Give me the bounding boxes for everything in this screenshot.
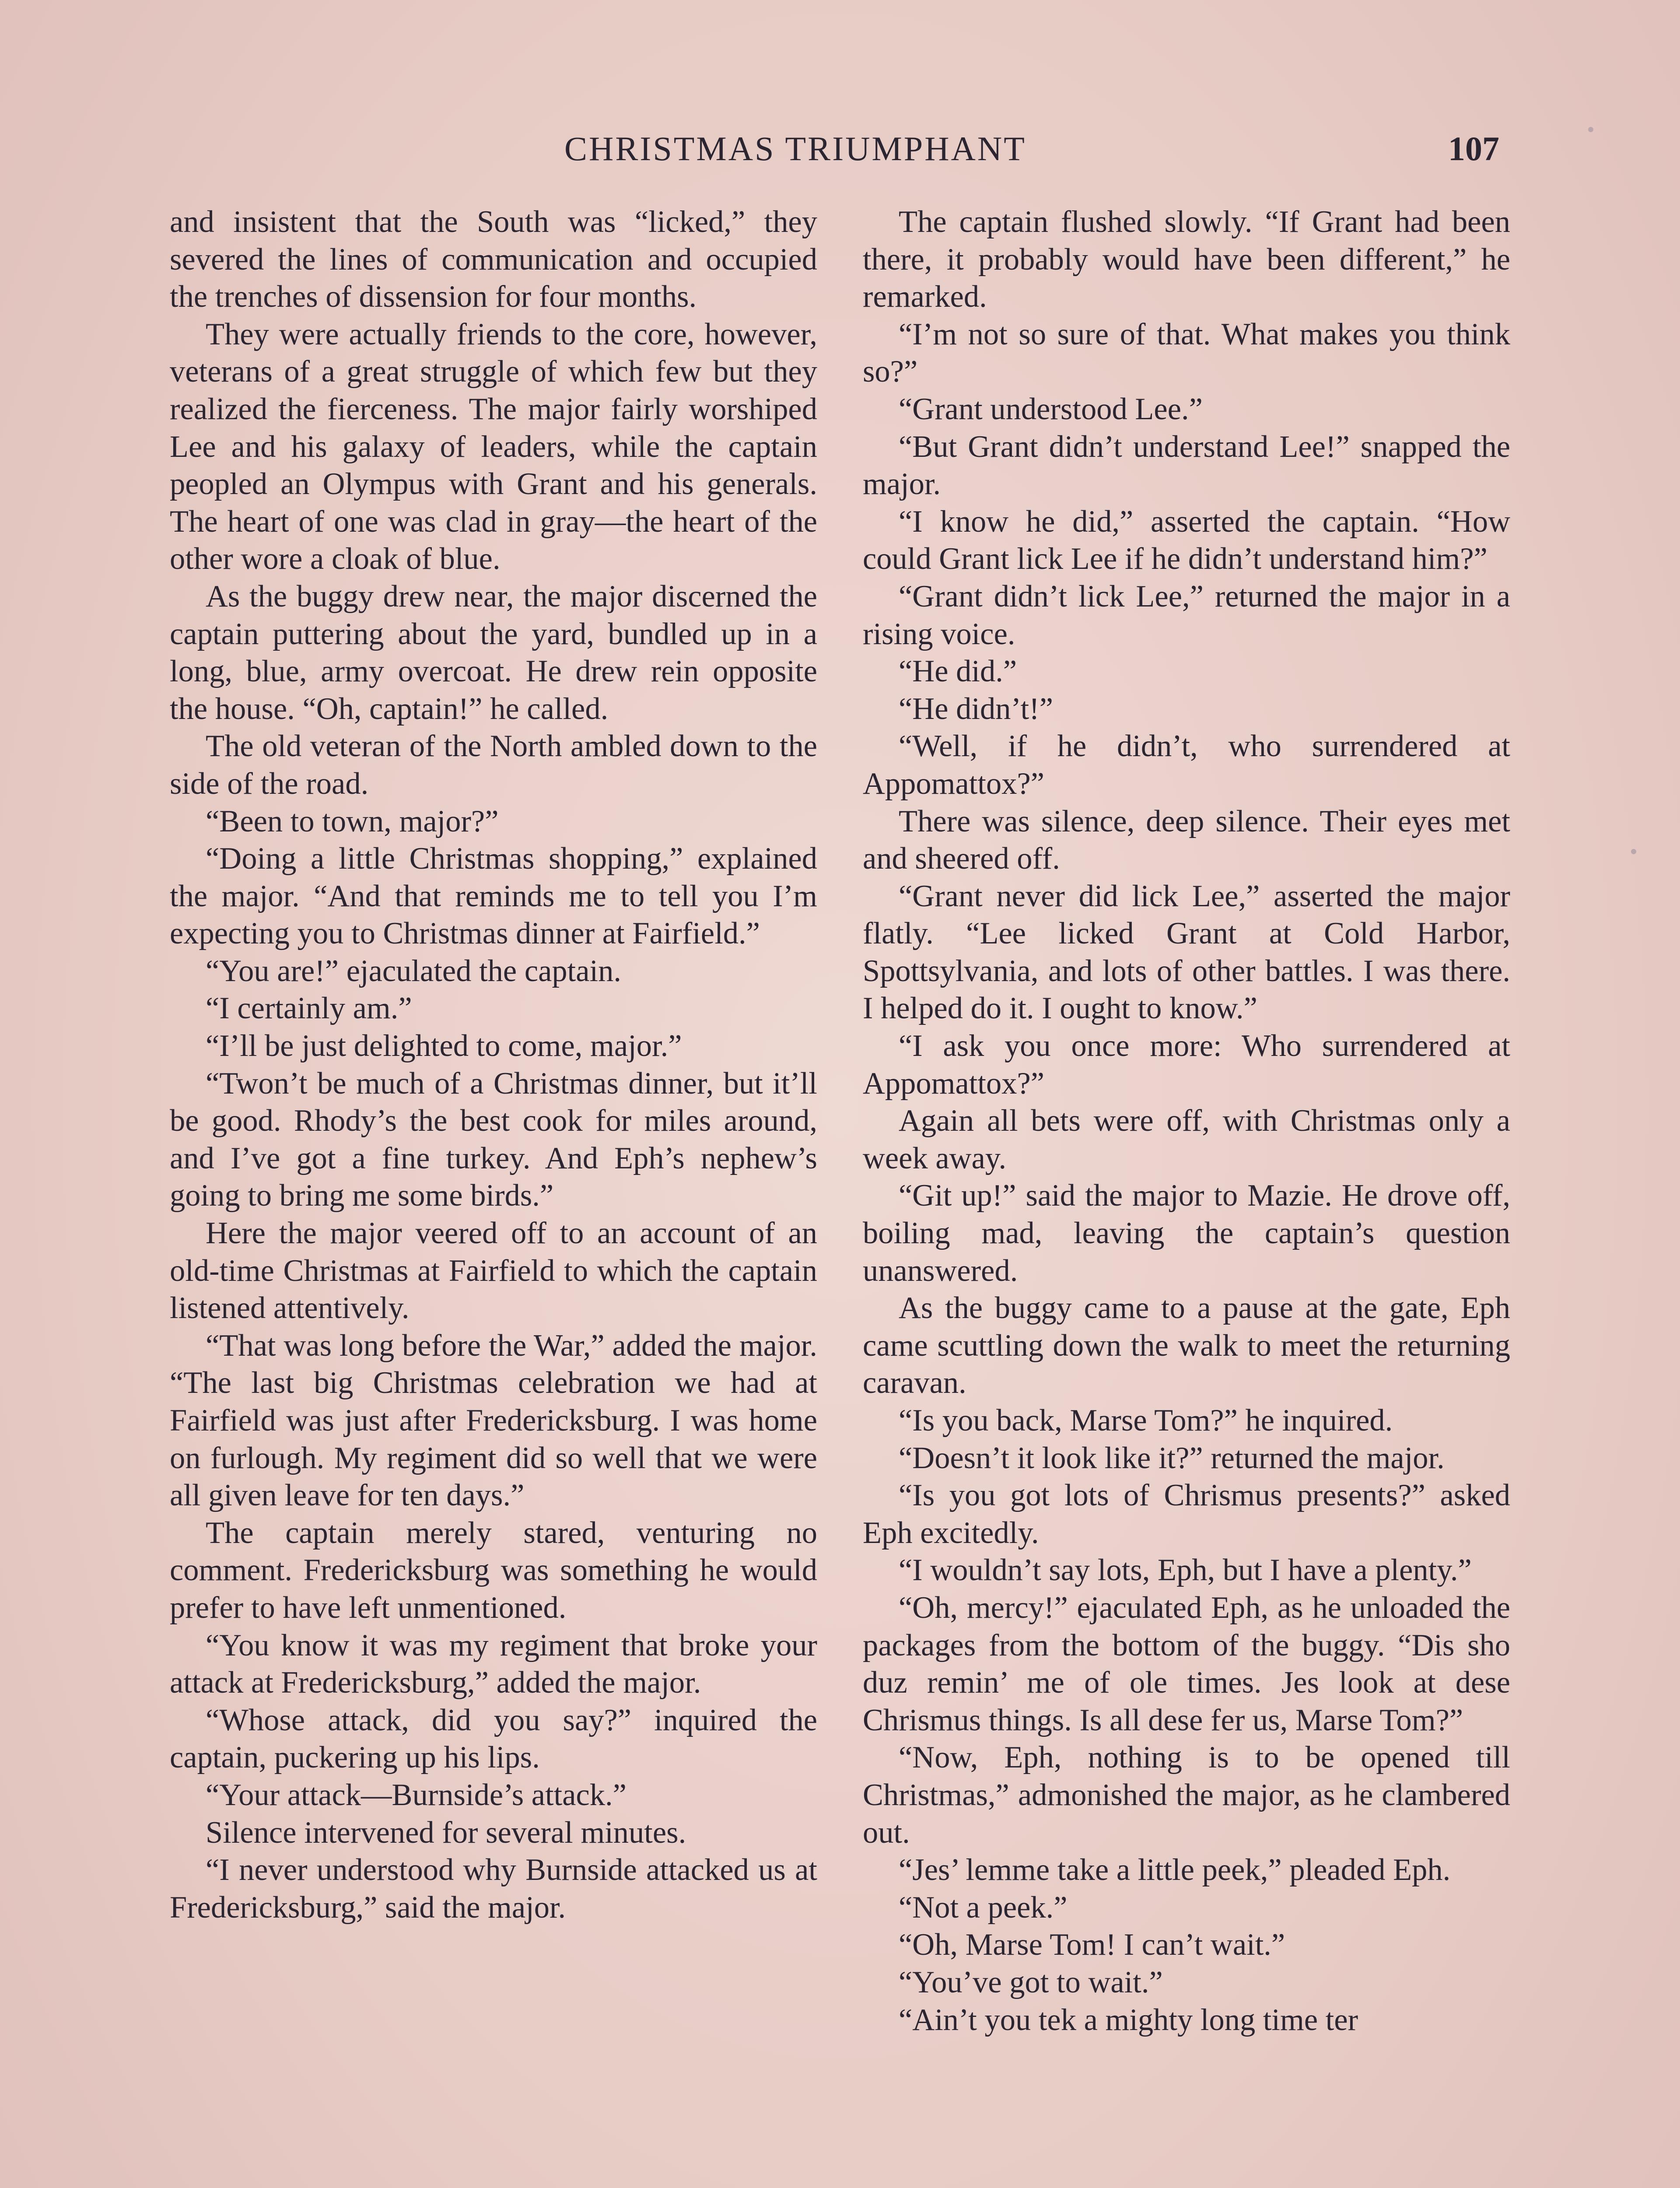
paragraph: “That was long before the War,” added the major. “The last big Christmas celebration we had at Fairfield was just after Fredericksburg. I was home on furlough. My regiment did so well that we were all given leave for ten days.” xyxy=(170,1328,817,1513)
paragraph: “Whose attack, did you say?” inquired the captain, puckering up his lips. xyxy=(170,1703,817,1775)
paragraph: “You’ve got to wait.” xyxy=(899,1965,1163,1999)
paragraph: The captain flushed slowly. “If Grant had been there, it probably would have been different,” he remarked. xyxy=(863,205,1510,314)
paragraph: “You know it was my regiment that broke your attack at Fredericksburg,” added the major. xyxy=(170,1628,817,1700)
paragraph: “He did.” xyxy=(899,654,1017,689)
paragraph: “I never understood why Burnside attacked us at Fredericksburg,” said the major. xyxy=(170,1853,817,1925)
paragraph: “He didn’t!” xyxy=(899,691,1054,726)
paragraph: “Jes’ lemme take a little peek,” pleaded Eph. xyxy=(899,1853,1451,1887)
page-number: 107 xyxy=(1448,130,1499,168)
paragraph: As the buggy drew near, the major discerned the captain puttering about the yard, bundled up in a long, blue, army overcoat. He drew rein opposite the house. “Oh, captain!” he called. xyxy=(170,579,817,726)
paragraph: “Oh, mercy!” ejaculated Eph, as he unloaded the packages from the bottom of the buggy. “Dis sho duz remin’ me of ole times. Jes look at dese Chrismus things. Is all dese fer us, Marse Tom?” xyxy=(863,1590,1510,1737)
paragraph: The captain merely stared, venturing no comment. Fredericksburg was something he would prefer to have left unmentioned. xyxy=(170,1515,817,1625)
paragraph: “Grant didn’t lick Lee,” returned the major in a rising voice. xyxy=(863,579,1510,651)
paragraph: “Your attack—Burnside’s attack.” xyxy=(206,1778,626,1812)
paragraph: “Not a peek.” xyxy=(899,1890,1068,1925)
paragraph: They were actually friends to the core, however, veterans of a great struggle of which few but they realized the fierceness. The major fairly worshiped Lee and his galaxy of leaders, while the captain peopled an Olympus with Grant and his generals. The heart of one was clad in gray—the heart of the other wore a cloak of blue. xyxy=(170,317,817,576)
paragraph: “I know he did,” asserted the captain. “How could Grant lick Lee if he didn’t understand him?” xyxy=(863,504,1510,576)
paragraph: “Well, if he didn’t, who surrendered at Appomattox?” xyxy=(863,729,1510,801)
paragraph: “Grant understood Lee.” xyxy=(899,392,1203,426)
paragraph: “I wouldn’t say lots, Eph, but I have a plenty.” xyxy=(899,1553,1472,1588)
paragraph: and insistent that the South was “licked,” they severed the lines of communication and occupied the trenches of dissension for four months. xyxy=(170,205,817,314)
paragraph: Here the major veered off to an account of an old-time Christmas at Fairfield to which the captain listened attentively. xyxy=(170,1216,817,1325)
paragraph: “Been to town, major?” xyxy=(206,804,499,838)
paragraph: “Twon’t be much of a Christmas dinner, but it’ll be good. Rhody’s the best cook for miles around, and I’ve got a fine turkey. And Eph’s nephew’s going to bring me some birds.” xyxy=(170,1066,817,1213)
paragraph: “Is you back, Marse Tom?” he inquired. xyxy=(899,1403,1393,1438)
paragraph: “Git up!” said the major to Mazie. He drove off, boiling mad, leaving the captain’s question unanswered. xyxy=(863,1178,1510,1288)
paragraph: “I ask you once more: Who surrendered at Appomattox?” xyxy=(863,1029,1510,1101)
paragraph: “Oh, Marse Tom! I can’t wait.” xyxy=(899,1928,1285,1962)
paragraph: Again all bets were off, with Christmas only a week away. xyxy=(863,1104,1510,1175)
paragraph: There was silence, deep silence. Their eyes met and sheered off. xyxy=(863,804,1510,876)
paragraph: “Now, Eph, nothing is to be opened till Christmas,” admonished the major, as he clambered out. xyxy=(863,1740,1510,1850)
paragraph: “I’m not so sure of that. What makes you think so?” xyxy=(863,317,1510,389)
right-column xyxy=(863,203,1510,2039)
paragraph: “Grant never did lick Lee,” asserted the major flatly. “Lee licked Grant at Cold Harbor, Spottsylvania, and lots of other battles. I was there. I helped do it. I ought to know.” xyxy=(863,879,1510,1026)
paragraph: “I’ll be just delighted to come, major.” xyxy=(206,1029,682,1063)
paragraph: Silence intervened for several minutes. xyxy=(206,1815,686,1850)
paragraph: “Ain’t you tek a mighty long time ter xyxy=(899,2002,1358,2037)
left-column xyxy=(170,203,817,1926)
paragraph: “Is you got lots of Chrismus presents?” asked Eph excitedly. xyxy=(863,1478,1510,1550)
paragraph: The old veteran of the North ambled down to the side of the road. xyxy=(170,729,817,801)
paper-speck xyxy=(1588,127,1593,132)
paragraph: “Doing a little Christmas shopping,” explained the major. “And that reminds me to tell you I’m expecting you to Christmas dinner at Fairfield.” xyxy=(170,842,817,951)
paper-speck xyxy=(1631,849,1636,854)
paragraph: “You are!” ejaculated the captain. xyxy=(206,954,621,988)
paragraph: “Doesn’t it look like it?” returned the major. xyxy=(899,1441,1445,1475)
paragraph: “But Grant didn’t understand Lee!” snapped the major. xyxy=(863,429,1510,501)
running-title: CHRISTMAS TRIUMPHANT xyxy=(564,130,1026,168)
paragraph: As the buggy came to a pause at the gate, Eph came scuttling down the walk to meet the returning caravan. xyxy=(863,1291,1510,1400)
paragraph: “I certainly am.” xyxy=(206,991,412,1026)
